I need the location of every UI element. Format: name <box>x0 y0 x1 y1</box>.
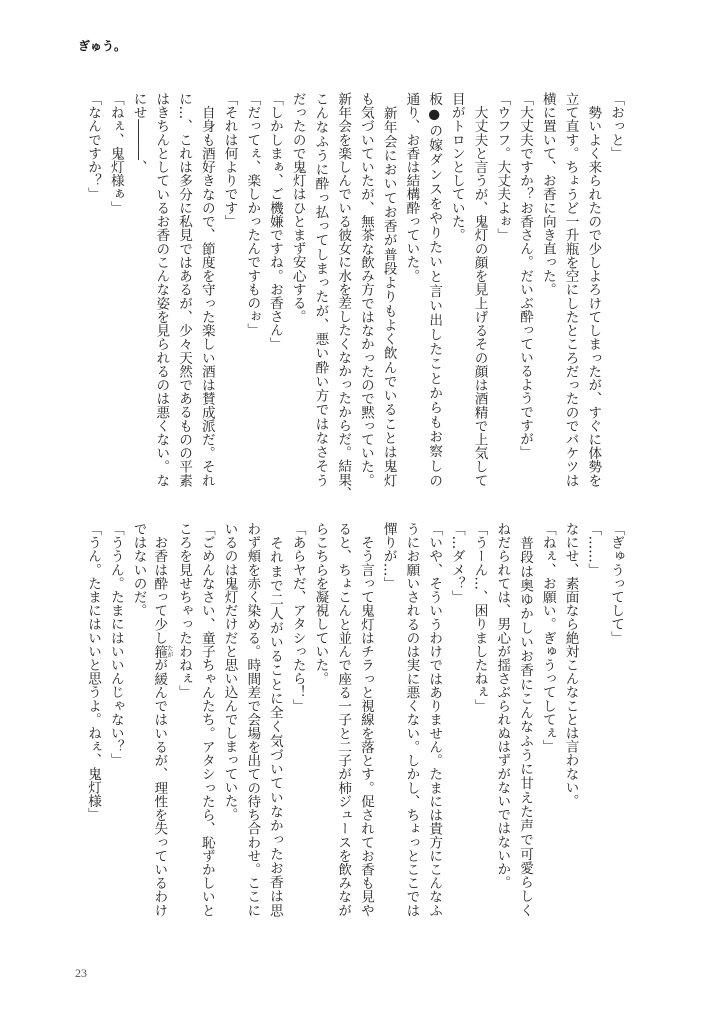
text-line: にせ―――、 <box>130 92 147 174</box>
text-line: 大丈夫と言うが、鬼灯の顔を見上げるその顔は酒精で上気して <box>471 92 488 487</box>
text-block-lower <box>81 522 627 917</box>
text-line: 「……」 <box>585 522 602 577</box>
text-line: 板●の嫁ダンスをやりたいと言い出したことからもお察しの <box>426 92 443 487</box>
text-line: 勢いよく来られたので少しよろけてしまったが、すぐに体勢を <box>585 92 602 487</box>
text-line: 「ねぇ、鬼灯様ぁ」 <box>107 92 124 215</box>
text-line: 「だってぇ、楽しかったんですものぉ」 <box>244 92 261 337</box>
text-line: 「ぎゅうってして」 <box>608 522 624 645</box>
text-line: 「それは何よりです」 <box>221 92 238 228</box>
furigana-word <box>151 644 173 659</box>
text-line: 目がトロンとしていた。 <box>448 92 465 242</box>
text-line: 「ねぇ、お願い。ぎゅうってしてぇ」 <box>539 522 556 754</box>
text-line: も気づいていたが、無茶な飲み方ではなかったので黙っていた。 <box>357 92 374 487</box>
text-segment: が緩んではいるが、理性を失っているわけ <box>151 658 168 917</box>
text-line: それまで二人がいることに全く気づいていなかったお香は思 <box>266 522 283 917</box>
text-line: 自身も酒好きなので、節度を守った楽しい酒は賛成派だ。それ <box>198 92 215 487</box>
text-line: 普段は奥ゆかしいお香にこんなふうに甘えた声で可愛らしく <box>517 522 534 917</box>
text-line: 新年会においてお香が普段よりもよく飲んでいることは鬼灯 <box>380 92 397 487</box>
text-line: 「あらヤだ、アタシったら！」 <box>289 522 306 713</box>
text-line: 「うーん…、困りましたねぇ」 <box>471 522 488 713</box>
text-line: ると、ちょこんと並んで座る一子と二子が柿ジュースを飲みなが <box>335 522 352 917</box>
text-line: こんなふうに酔っ払ってしまったが、悪い酔い方ではなさそう <box>312 92 329 487</box>
text-line: 「うん。たまにはいいと思うよ。ねぇ、鬼灯様」 <box>85 522 102 822</box>
text-line: 「なんですか？」 <box>85 92 102 201</box>
text-line: だったので鬼灯はひとまず安心する。 <box>289 92 306 324</box>
text-line: ころを見せちゃったわねぇ」 <box>176 522 193 699</box>
text-line: 「いや、そういうわけではありません。たまには貴方にこんなふ <box>426 522 443 917</box>
text-line: らこちらを凝視していた。 <box>312 522 329 686</box>
text-line: 「おっと」 <box>608 92 624 160</box>
text-segment: お香は酔って少し <box>151 522 168 645</box>
text-line: うにお願いされるのは実に悪くない。しかし、ちょっとここでは <box>403 522 420 917</box>
text-line: 横に置いて、お香に向き直った。 <box>539 92 556 296</box>
text-line: 「…ダメ？」 <box>448 522 465 604</box>
text-line: わず頬を赤く染める。時間差で会場を出ての待ち合わせ。ここに <box>244 522 261 917</box>
text-line: そう言って鬼灯はチラっと視線を落とす。促されてお香も見や <box>357 522 374 917</box>
text-line: 憚りが…」 <box>380 522 397 590</box>
running-header: ぎゅう。 <box>78 39 127 53</box>
text-line: 「ごめんなさい、童子ちゃんたち。アタシったら、恥ずかしいと <box>198 522 215 917</box>
text-line: いるのは鬼灯だけだと思い込んでしまっていた。 <box>221 522 238 822</box>
text-line: なにせ、素面なら絶対こんなことは言わない。 <box>562 522 579 808</box>
text-line: 「ウフフ。大丈夫よぉ」 <box>494 92 511 242</box>
text-line-with-furigana <box>150 522 173 917</box>
text-line: 通り、お香は結構酔っていた。 <box>403 92 420 283</box>
ruby-reading: たが <box>165 644 173 659</box>
text-line: はきちんとしているお香のこんな姿を見られるのは悪くない。な <box>153 92 170 487</box>
text-line: 立て直す。ちょうど一升瓶を空にしたところだったのでバケツは <box>562 92 579 487</box>
text-line: に…、これは多分に私見ではあるが、少々天然であるものの平素 <box>176 92 193 487</box>
text-line: ねだられては、男心が揺さぶられぬはずがないではないか。 <box>494 522 511 890</box>
text-line: 新年会を楽しんでいる彼女に水を差したくなかったからだ。結果、 <box>335 92 352 500</box>
page-number: 23 <box>75 966 87 980</box>
text-line: 「大丈夫ですか？お香さん。だいぶ酔っているようですが」 <box>517 92 534 460</box>
ruby-base: 箍 <box>151 644 168 659</box>
text-line: 「ううん。たまにはいいんじゃない？」 <box>107 522 124 767</box>
text-line: 「しかしまぁ、ご機嫌ですね。お香さん」 <box>266 92 283 351</box>
text-line: ではないのだ。 <box>130 522 147 618</box>
text-block-upper <box>81 92 627 500</box>
